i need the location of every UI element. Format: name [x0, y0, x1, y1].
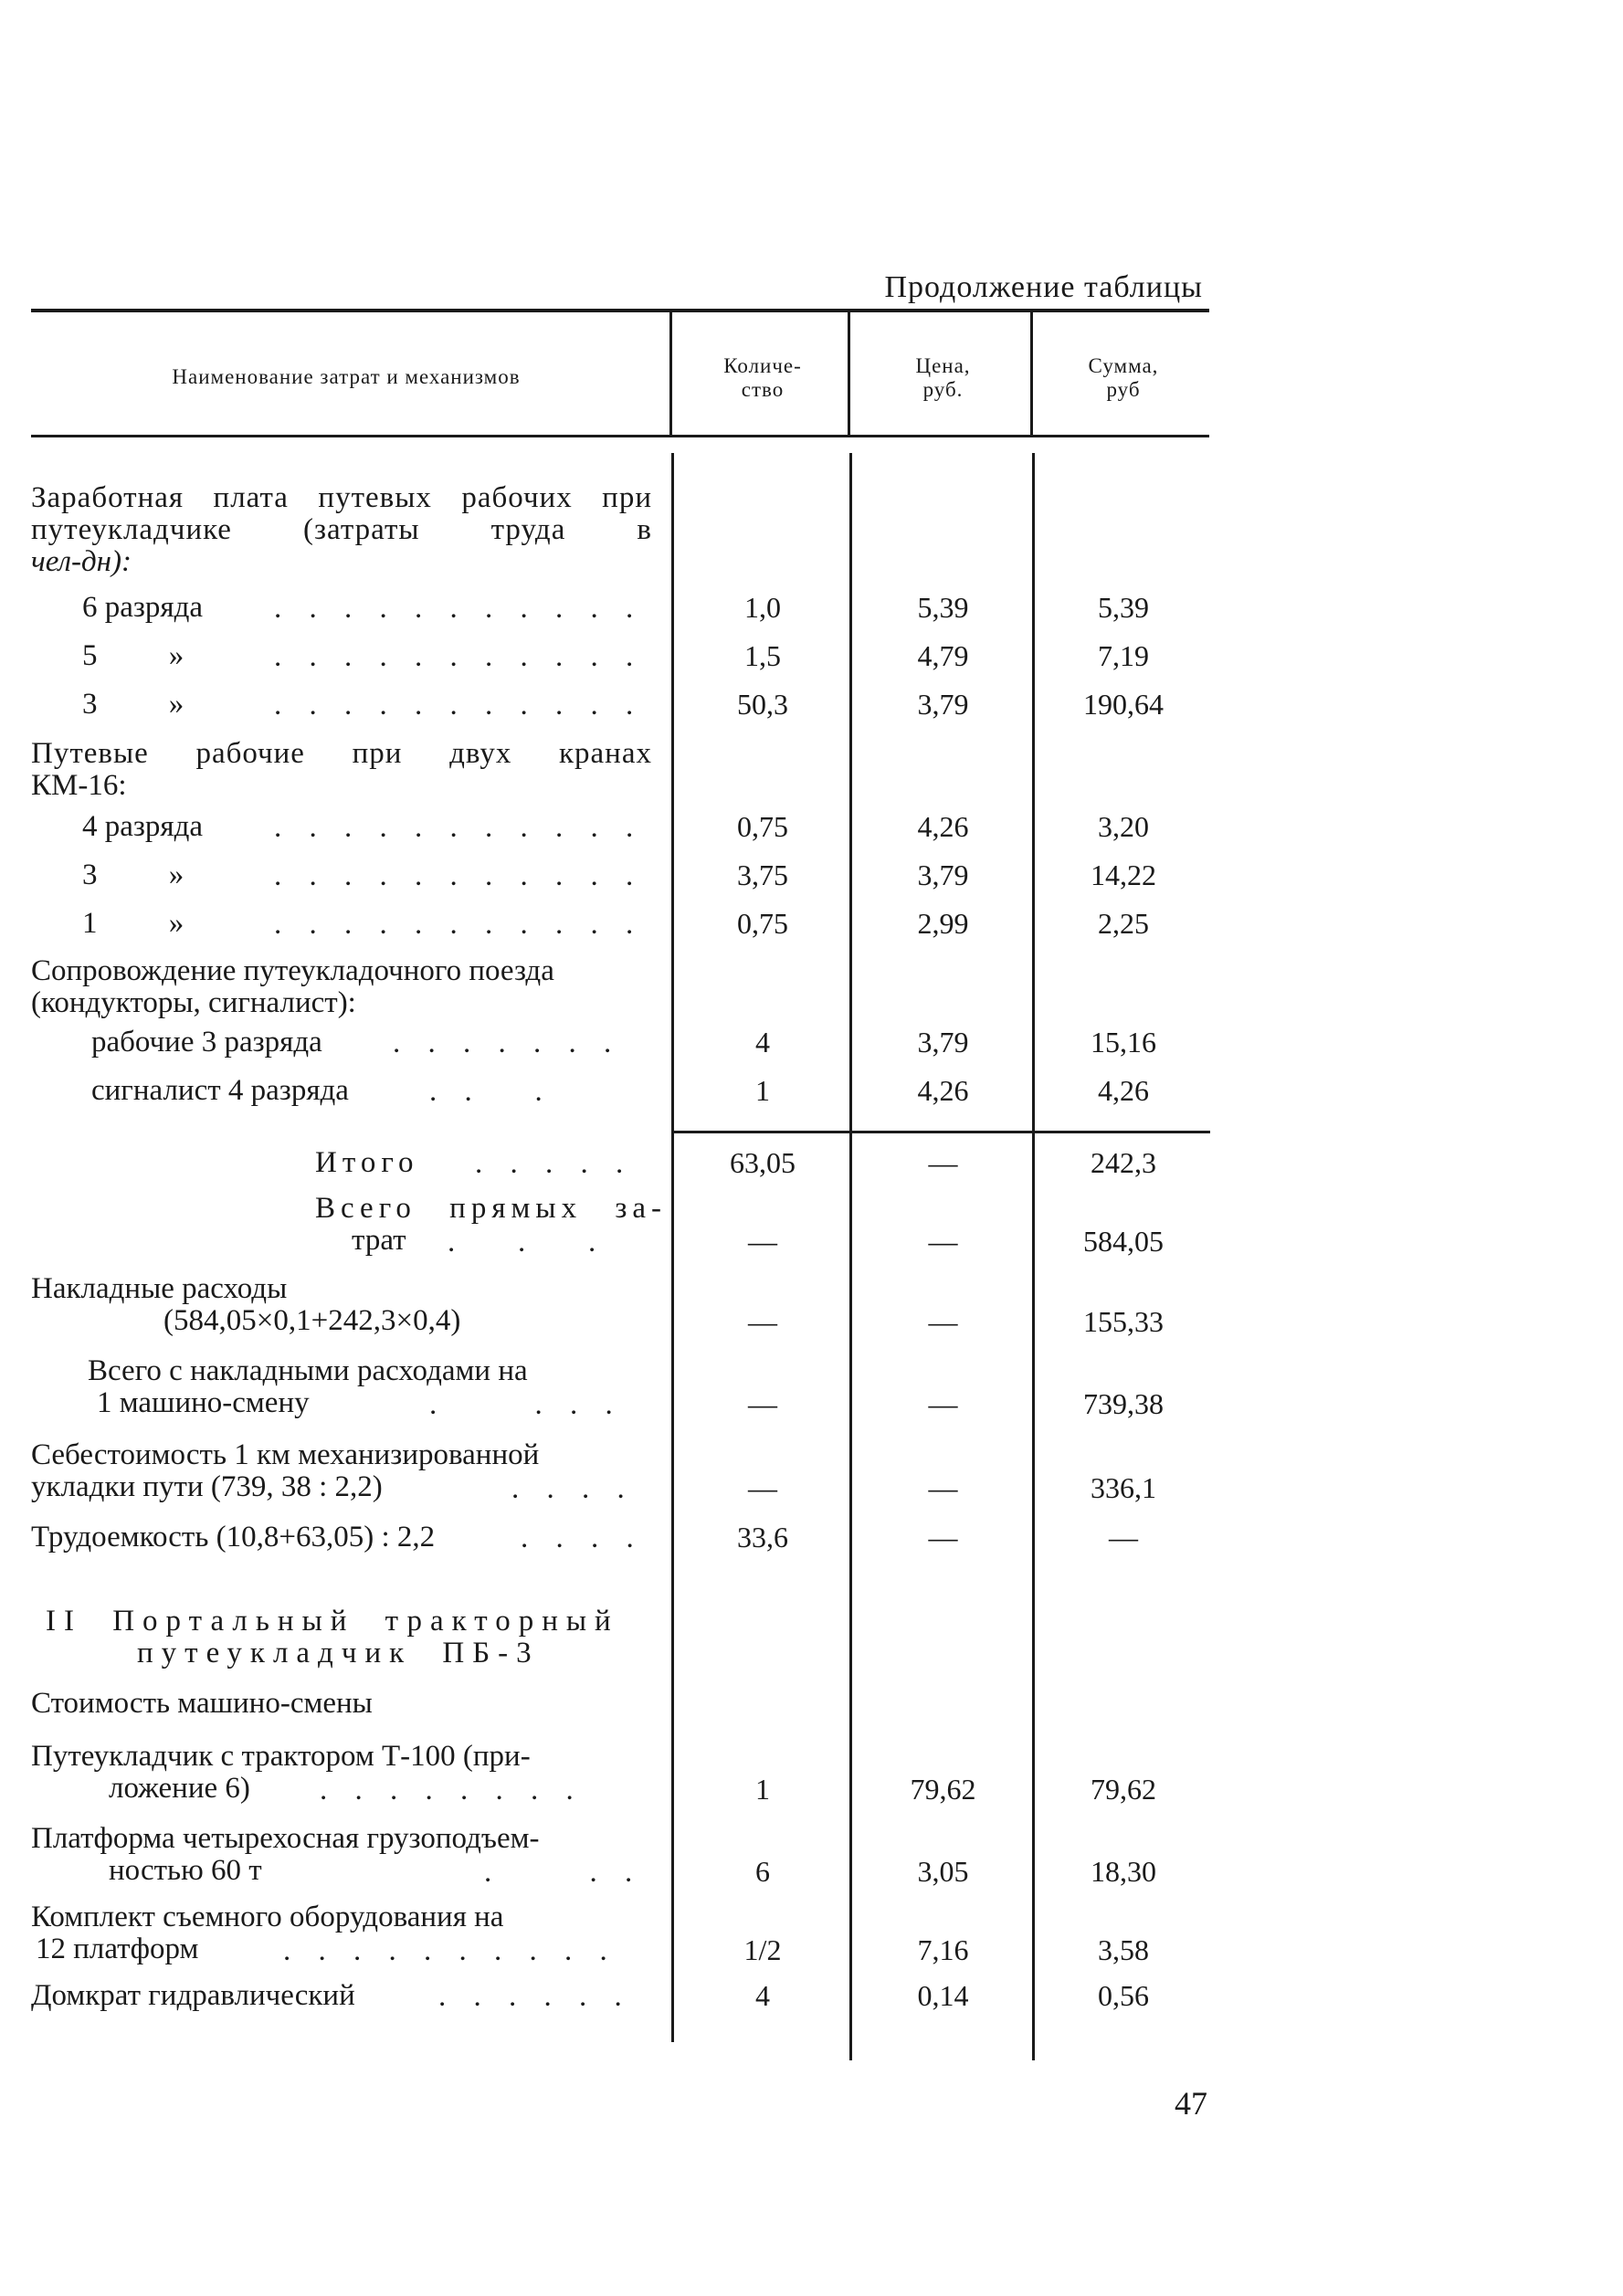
section-heading-line2: путеукладчик ПБ-3	[137, 1637, 540, 1669]
column-divider-1	[669, 312, 672, 435]
cell-sum: 336,1	[1091, 1471, 1156, 1504]
cell-sum: 18,30	[1091, 1855, 1156, 1888]
cell-sum: 242,3	[1091, 1146, 1156, 1179]
cell-sum: 739,38	[1083, 1387, 1164, 1420]
cell-price: 7,16	[917, 1933, 969, 1966]
cell-sum: 5,39	[1098, 591, 1149, 624]
cell-sum: 190,64	[1083, 688, 1164, 721]
leader-dots: . . . .	[511, 1472, 635, 1505]
header-price-line2: руб.	[922, 378, 964, 401]
row-label-line2: 12 платформ	[36, 1933, 199, 1965]
cell-qty: —	[748, 1387, 777, 1420]
cell-qty: 1	[755, 1074, 770, 1107]
row-label: Итого	[315, 1146, 419, 1179]
cell-qty: —	[748, 1305, 777, 1338]
row-label: рабочие 3 разряда	[91, 1026, 322, 1058]
header-sum-line1: Сумма,	[1088, 354, 1159, 377]
cell-sum: —	[1109, 1521, 1138, 1553]
cell-qty: 0,75	[737, 810, 788, 843]
row-label-line2: (кондукторы, сигналист):	[31, 986, 356, 1019]
leader-dots: . . . .	[521, 1522, 644, 1554]
row-label: сигналист 4 разряда	[91, 1074, 349, 1107]
row-label-line2: (584,05×0,1+242,3×0,4)	[163, 1304, 461, 1337]
leader-dots: . . . . . . . . . . .	[274, 859, 644, 892]
row-label-line2: ностью 60 т	[109, 1854, 262, 1887]
cell-sum: 4,26	[1098, 1074, 1149, 1107]
row-label-line2: КМ-16:	[31, 769, 127, 802]
cell-sum: 584,05	[1083, 1225, 1164, 1258]
leader-dots: . . . . . . . . . . .	[274, 811, 644, 844]
row-label-line1: Путевые рабочие при двух кранах	[31, 737, 652, 770]
row-label: Стоимость машино-смены	[31, 1687, 373, 1720]
row-label: Трудоемкость (10,8+63,05) : 2,2	[31, 1521, 436, 1553]
cell-qty: 50,3	[737, 688, 788, 721]
cell-qty: 3,75	[737, 858, 788, 891]
column-divider-3-body	[1032, 453, 1035, 2060]
cell-price: —	[928, 1471, 958, 1504]
cell-qty: 1	[755, 1773, 770, 1806]
row-label: Домкрат гидравлический	[31, 1979, 355, 2012]
row-label-line1: Всего прямых за-	[315, 1192, 667, 1225]
row-label-line2: 1 машино-смену	[97, 1386, 310, 1419]
row-label: 1 »	[82, 907, 184, 940]
cell-price: —	[928, 1521, 958, 1553]
cell-sum: 155,33	[1083, 1305, 1164, 1338]
cell-sum: 0,56	[1098, 1979, 1149, 2012]
leader-dots: . . . . . . . . . .	[283, 1934, 617, 1967]
cell-price: 79,62	[910, 1773, 976, 1806]
row-label-line1: Всего с накладными расходами на	[88, 1354, 528, 1387]
row-label-line1: Сопровождение путеукладочного поезда	[31, 954, 554, 987]
leader-dots: . . . . . . . . . . .	[274, 592, 644, 625]
cell-qty: 1,0	[744, 591, 781, 624]
cell-price: 4,26	[917, 810, 969, 843]
cell-qty: 1,5	[744, 639, 781, 672]
leader-dots: . . . . . . .	[393, 1027, 622, 1059]
subtotal-rule	[671, 1131, 1210, 1133]
row-label	[31, 482, 652, 578]
leader-dots: . . . . .	[475, 1147, 634, 1180]
cell-price: 3,79	[917, 1026, 969, 1058]
cell-price: 2,99	[917, 907, 969, 940]
leader-dots: . . .	[448, 1226, 606, 1259]
row-label: 5 »	[82, 639, 184, 672]
cell-sum: 79,62	[1091, 1773, 1156, 1806]
cell-qty: 63,05	[730, 1146, 796, 1179]
row-label: 3 »	[82, 688, 184, 721]
row-label: 4 разряда	[82, 810, 204, 843]
cell-sum: 14,22	[1091, 858, 1156, 891]
header-bottom-rule	[31, 435, 1209, 437]
cell-sum: 3,58	[1098, 1933, 1149, 1966]
cell-price: 0,14	[917, 1979, 969, 2012]
cell-price: 3,79	[917, 688, 969, 721]
header-qty-line2: ство	[741, 378, 785, 401]
cell-qty: 33,6	[737, 1521, 788, 1553]
row-label-line1: Платформа четырехосная грузоподъем-	[31, 1822, 540, 1855]
header-qty-line1: Количе-	[723, 354, 802, 377]
leader-dots: . . . . . .	[438, 1980, 632, 2013]
cell-sum: 3,20	[1098, 810, 1149, 843]
header-qty	[676, 354, 849, 402]
row-label	[31, 738, 652, 802]
row-label-line1: Заработная плата путевых рабочих при	[31, 481, 652, 514]
header-name: Наименование затрат и механизмов	[172, 365, 521, 388]
section-heading-text	[46, 1606, 653, 1669]
leader-dots: . . .	[429, 1075, 553, 1108]
cell-qty: —	[748, 1225, 777, 1258]
leader-dots: . . . . . . . . . . .	[274, 689, 644, 721]
cell-price: 3,05	[917, 1855, 969, 1888]
leader-dots: . . .	[484, 1856, 643, 1889]
row-label-line1: Комплект съемного оборудования на	[31, 1901, 504, 1933]
header-sum-line2: руб	[1106, 378, 1141, 401]
row-label-line2: трат	[352, 1224, 406, 1257]
row-label	[31, 955, 652, 1019]
cell-price: —	[928, 1225, 958, 1258]
cell-qty: 0,75	[737, 907, 788, 940]
cell-price: —	[928, 1387, 958, 1420]
cell-qty: 1/2	[743, 1933, 782, 1966]
leader-dots: . . . .	[429, 1388, 623, 1421]
header-sum	[1037, 354, 1210, 402]
cell-qty: 6	[755, 1855, 770, 1888]
row-label-line3: чел-дн):	[31, 545, 132, 578]
row-label-line1: Накладные расходы	[31, 1272, 288, 1305]
row-label-line2: ложение 6)	[109, 1772, 250, 1805]
header-price-line1: Цена,	[915, 354, 971, 377]
row-label: 6 разряда	[82, 591, 204, 624]
column-divider-2	[848, 312, 850, 435]
page-number: 47	[1175, 2085, 1207, 2122]
row-label-line1: Путеукладчик с трактором Т-100 (при-	[31, 1740, 531, 1773]
column-divider-2-body	[849, 453, 852, 2060]
cell-sum: 2,25	[1098, 907, 1149, 940]
cell-price: 5,39	[917, 591, 969, 624]
row-label-line1: Себестоимость 1 км механизированной	[31, 1438, 540, 1471]
cell-sum: 7,19	[1098, 639, 1149, 672]
table-caption: Продолжение таблицы	[884, 270, 1203, 304]
row-label	[31, 1273, 652, 1337]
cell-price: —	[928, 1305, 958, 1338]
section-heading-line1: II Портальный тракторный	[46, 1605, 619, 1638]
cell-price: 3,79	[917, 858, 969, 891]
leader-dots: . . . . . . . .	[320, 1774, 584, 1806]
cell-price: 4,79	[917, 639, 969, 672]
leader-dots: . . . . . . . . . . .	[274, 640, 644, 673]
leader-dots: . . . . . . . . . . .	[274, 908, 644, 941]
cell-sum: 15,16	[1091, 1026, 1156, 1058]
column-divider-3	[1030, 312, 1033, 435]
header-price	[854, 354, 1032, 402]
cell-qty: —	[748, 1471, 777, 1504]
cell-qty: 4	[755, 1979, 770, 2012]
cell-qty: 4	[755, 1026, 770, 1058]
cell-price: —	[928, 1146, 958, 1179]
row-label-line2: укладки пути (739, 38 : 2,2)	[31, 1470, 383, 1503]
row-label: 3 »	[82, 858, 184, 891]
cell-price: 4,26	[917, 1074, 969, 1107]
row-label-line2: путеукладчике (затраты труда в	[31, 513, 652, 546]
